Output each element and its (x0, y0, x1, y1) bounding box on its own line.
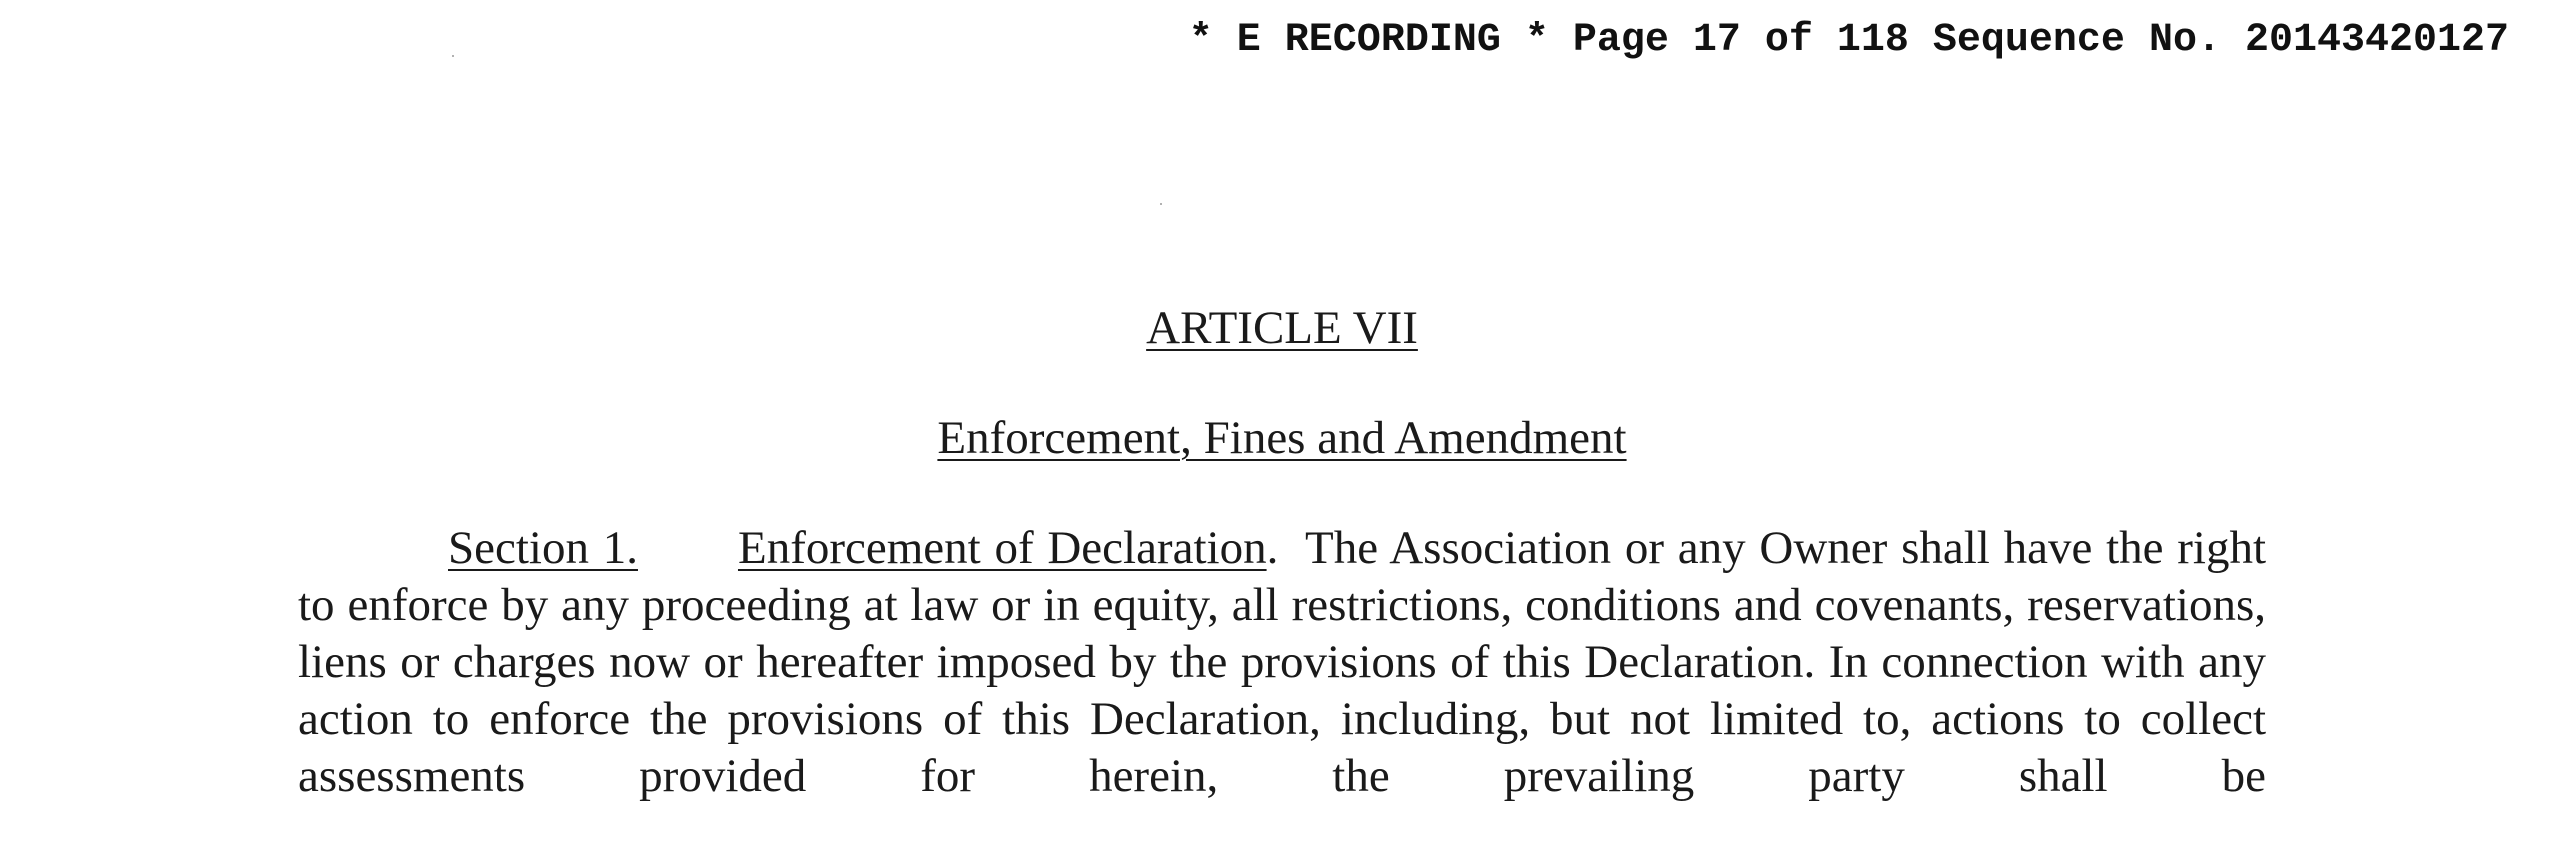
section-paragraph (298, 520, 2266, 805)
section-heading: Enforcement of Declaration (737, 522, 1267, 574)
article-title: ARTICLE VII (1146, 302, 1418, 354)
section-number: Section 1. Enforcement of Declaration (448, 522, 1267, 574)
scan-speck (452, 55, 454, 57)
section-heading-punct: . (1266, 522, 1279, 574)
article-heading (298, 300, 2266, 357)
article-subtitle-line (298, 410, 2266, 467)
recording-header: * E RECORDING * Page 17 of 118 Sequence No. 20143420127 (1188, 18, 2509, 63)
document-body (298, 300, 2266, 852)
article-subtitle: Enforcement, Fines and Amendment (937, 412, 1627, 464)
scan-speck (1160, 203, 1162, 205)
section-body-text: The Association or any Owner shall have the right to enforce by any proceeding at law or in equity, all restrictions, conditions and covenants, reservations, liens or charges now or hereafter imposed by the provisions of this Declaration. In connection with any action to enforce the provisions of this Declaration, including, but not limited to, actions to collect assessments provided for herein, the prevailing party shall be (298, 522, 2267, 802)
